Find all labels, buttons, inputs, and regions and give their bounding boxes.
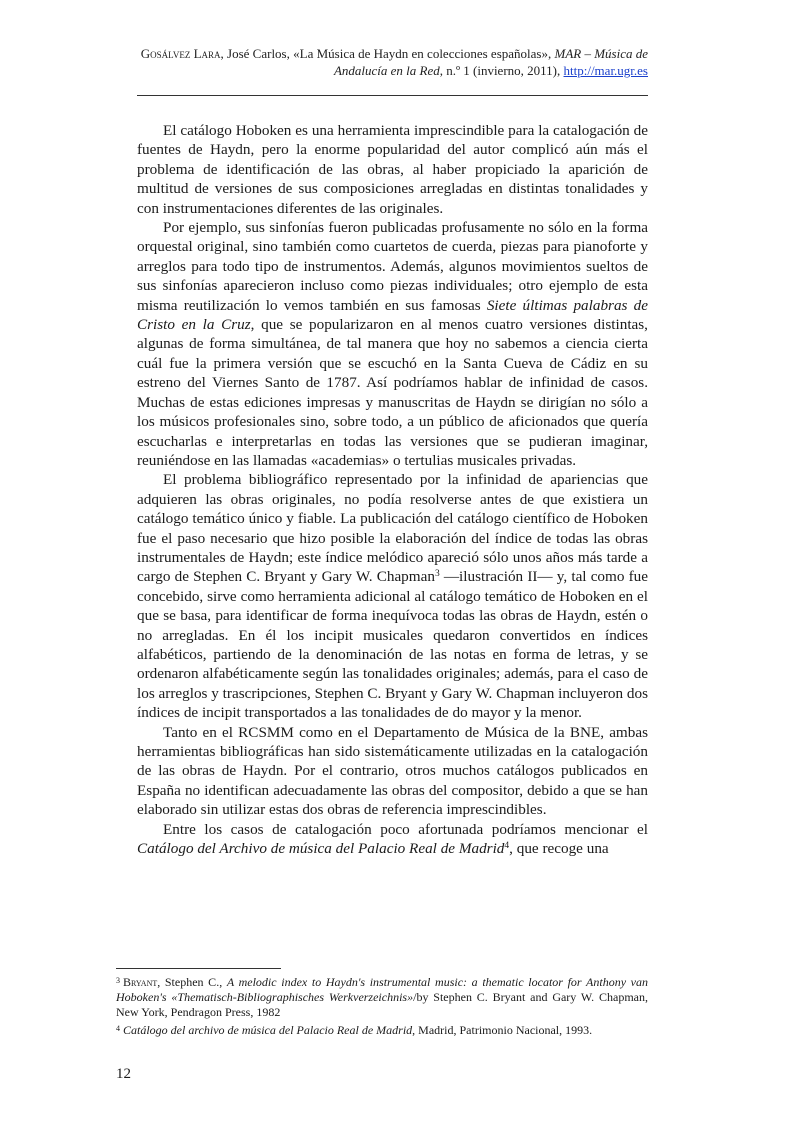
header-author-surname: Gosálvez Lara — [140, 46, 221, 61]
footnote-number: 4 — [116, 1023, 120, 1033]
footnote-title: Catálogo del archivo de música del Palacio Real de Madrid — [123, 1022, 413, 1037]
footnote-4 — [116, 1021, 648, 1038]
paragraph — [137, 470, 648, 722]
paragraph-text: , que recoge una — [509, 840, 609, 858]
paragraph-text: , que se popularizaron en al menos cuatro versiones distintas, algunas de forma simultánea, de tal manera que hoy no sabemos a ciencia cierta cuál fue la primera versión que se escuchó en la Santa Cueva de Cádiz en su estreno del Viernes Santo de 1787. Así podríamos hablar de infinidad de casos. Muchas de estas ediciones impresas y manuscritas de Haydn se dirigían no sólo a los músicos profesionales sino, sobre todo, a un público de aficionados que quería escucharlas e interpretarlas en todas las versiones que se pudieran imaginar, reuniéndose en las llamadas «academias» o tertulias musicales privadas. — [137, 316, 648, 469]
paragraph — [137, 820, 648, 859]
paragraph-text: El catálogo Hoboken es una herramienta imprescindible para la catalogación de fuentes de Haydn, pero la enorme popularidad del autor complicó aún más el problema de identificación de las obras, al haber propiciado la aparición de multitud de versiones de sus composiciones arregladas en distintas tonalidades y con instrumentaciones diferentes de las originales. — [137, 122, 648, 217]
page-number: 12 — [116, 1066, 131, 1082]
paragraph-text: —ilustración II— y, tal como fue concebido, sirve como herramienta adicional al catálogo temático de Hoboken en el que se basa, para identificar de forma inequívoca todas las obras de Haydn, estén o no arregladas. En él los incipit musicales quedaron convertidos en índices alfabéticos, partiendo de la denominación de las notas en forma de letras, y se ordenaron alfabéticamente según las tonalidades originales; además, para el caso de los arreglos y trascripciones, Stephen C. Bryant y Gary W. Chapman incluyeron dos índices de incipit transportados a las tonalidades de do mayor y la menor. — [137, 568, 648, 722]
paragraph-text: Por ejemplo, sus sinfonías fueron publicadas profusamente no sólo en la forma orquestal original, sino también como cuartetos de cuerda, piezas para pianoforte y arreglos para todo tipo de instrumentos. Además, algunos movimientos sueltos de sus sinfonías aparecieron incluso como piezas individuales; otro ejemplo de esta misma reutilización lo vemos también en sus famosas — [137, 219, 648, 314]
header-author-given: , José Carlos, — [220, 46, 294, 61]
footnote-number: 3 — [116, 976, 120, 985]
footnote-rule — [116, 968, 281, 969]
paragraph-text: Tanto en el RCSMM como en el Departamento de Música de la BNE, ambas herramientas bibliográficas han sido sistemáticamente utilizadas en la catalogación de las obras de Haydn. Por el contrario, otros muchos catálogos publicados en España no identifican adecuadamente las obras del compositor, debido a que se han elaborado sin utilizar estas dos obras de referencia imprescindibles. — [137, 723, 648, 819]
paragraph — [137, 723, 648, 820]
work-title: Siete últimas palabras de Cristo en la Cruz — [137, 296, 648, 334]
header-issue: , n.º 1 (invierno, 2011), — [439, 63, 564, 78]
footnote-text: /by Stephen C. Bryant and Gary W. Chapman, New York, Pendragon Press, 1982 — [116, 990, 648, 1020]
footnote-text: , Stephen C., — [157, 975, 227, 989]
paragraph — [137, 218, 648, 470]
header-rule — [137, 95, 648, 96]
running-header — [120, 45, 648, 79]
header-url-link[interactable]: http://mar.ugr.es — [563, 63, 648, 78]
footnote-3 — [116, 973, 648, 1021]
footnotes — [116, 973, 648, 1038]
footnote-author: Bryant — [123, 975, 158, 989]
footnote-ref[interactable]: 4 — [504, 841, 510, 852]
header-journal: MAR – Música de Andalucía en la Red — [333, 46, 648, 78]
body-text — [137, 121, 648, 858]
footnote-title: A melodic index to Haydn's instrumental music: a thematic locator for Anthony van Hoboken's «Thematisch-Bibliographisches Werkverzeichnis» — [116, 975, 648, 1005]
paragraph — [137, 121, 648, 218]
work-title: Catálogo del Archivo de música del Palacio Real de Madrid — [137, 840, 505, 858]
footnote-ref[interactable]: 3 — [434, 569, 440, 580]
header-article-title: «La Música de Haydn en colecciones españolas», — [293, 46, 555, 61]
footnote-text: , Madrid, Patrimonio Nacional, 1993. — [412, 1022, 593, 1037]
paragraph-text: Entre los casos de catalogación poco afortunada podríamos mencionar el — [163, 820, 648, 838]
paragraph-text: El problema bibliográfico representado por la infinidad de apariencias que adquieren las obras originales, no podía resolverse antes de que existiera un catálogo temático único y fiable. La publicación del catálogo científico de Hoboken fue el paso necesario que hizo posible la elaboración del índice de todas las obras instrumentales de Haydn; este índice melódico apareció sólo unos años más tarde a cargo de Stephen C. Bryant y Gary W. Chapman — [137, 471, 648, 586]
